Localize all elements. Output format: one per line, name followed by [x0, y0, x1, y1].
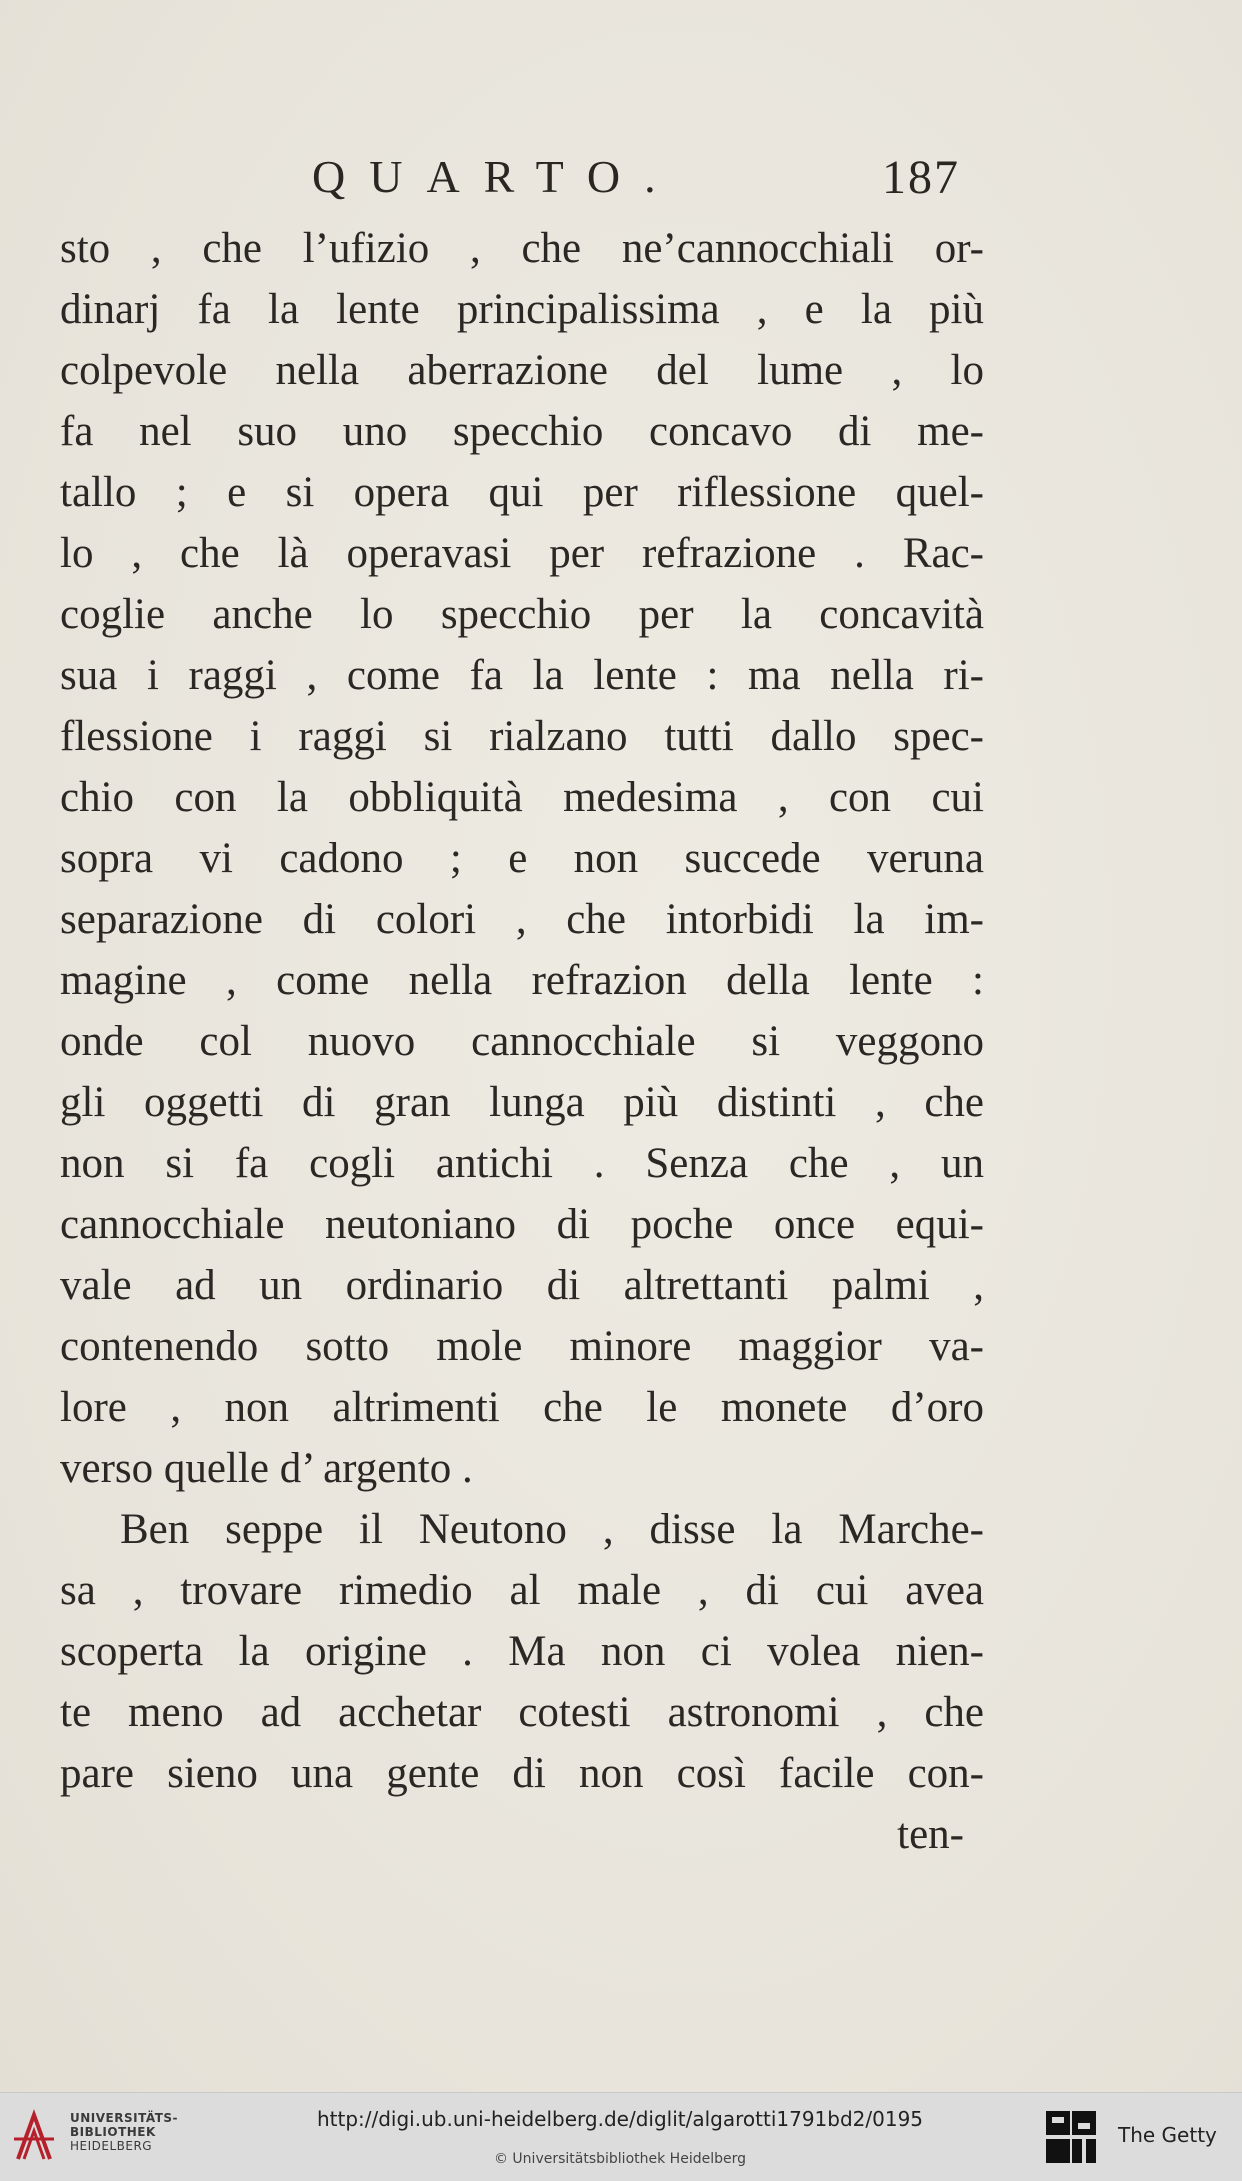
paragraph-end-line: verso quelle d’ argento . — [60, 1445, 473, 1492]
text-line: tallo ; e si opera qui per riflessione quel- — [60, 469, 984, 516]
text-line: gli oggetti di gran lunga più distinti , che — [60, 1079, 984, 1126]
paragraph-start-line: Ben seppe il Neutono , disse la Marche- — [120, 1506, 984, 1553]
getty-logo-icon[interactable] — [1044, 2109, 1098, 2165]
text-line: magine , come nella refrazion della lente : — [60, 957, 984, 1004]
library-name-line: HEIDELBERG — [70, 2139, 153, 2153]
catchword: ten- — [897, 1811, 964, 1858]
library-name-line: UNIVERSITÄTS- — [70, 2111, 179, 2125]
text-line: separazione di colori , che intorbidi la im- — [60, 896, 984, 943]
viewer-footer — [0, 2092, 1242, 2181]
text-line: pare sieno una gente di non così facile con- — [60, 1750, 984, 1797]
text-line: non si fa cogli antichi . Senza che , un — [60, 1140, 984, 1187]
page-number: 187 — [882, 151, 960, 204]
library-name — [70, 2111, 178, 2153]
copyright-notice: © Universitätsbibliothek Heidelberg — [493, 2151, 746, 2167]
text-line: sopra vi cadono ; e non succede veruna — [60, 835, 984, 882]
page-body-text — [60, 218, 984, 1865]
text-line: sa , trovare rimedio al male , di cui avea — [60, 1567, 984, 1614]
ub-heidelberg-logo-icon[interactable] — [12, 2109, 56, 2165]
text-line: vale ad un ordinario di altrettanti palmi , — [60, 1262, 984, 1309]
text-line: lore , non altrimenti che le monete d’oro — [60, 1384, 984, 1431]
text-line: chio con la obbliquità medesima , con cui — [60, 774, 984, 821]
text-line: flessione i raggi si rialzano tutti dallo spec- — [60, 713, 984, 760]
permalink-url[interactable]: http://digi.ub.uni-heidelberg.de/diglit/algarotti1791bd2/0195 — [316, 2107, 924, 2131]
text-line: dinarj fa la lente principalissima , e la più — [60, 286, 984, 333]
text-line: onde col nuovo cannocchiale si veggono — [60, 1018, 984, 1065]
text-line: te meno ad acchetar cotesti astronomi , che — [60, 1689, 984, 1736]
text-line: fa nel suo uno specchio concavo di me- — [60, 408, 984, 455]
library-name-line: BIBLIOTHEK — [70, 2125, 156, 2139]
text-line: scoperta la origine . Ma non ci volea nien- — [60, 1628, 984, 1675]
page-header — [60, 150, 960, 220]
text-line: contenendo sotto mole minore maggior va- — [60, 1323, 984, 1370]
running-head: QUARTO. — [312, 151, 680, 202]
text-line: sto , che l’ufizio , che ne’cannocchiali or- — [60, 225, 984, 272]
partner-name: The Getty — [1118, 2123, 1217, 2147]
text-line: coglie anche lo specchio per la concavità — [60, 591, 984, 638]
text-line: cannocchiale neutoniano di poche once equi- — [60, 1201, 984, 1248]
text-line: sua i raggi , come fa la lente : ma nella ri- — [60, 652, 984, 699]
text-line: lo , che là operavasi per refrazione . Rac- — [60, 530, 984, 577]
text-line: colpevole nella aberrazione del lume , lo — [60, 347, 984, 394]
